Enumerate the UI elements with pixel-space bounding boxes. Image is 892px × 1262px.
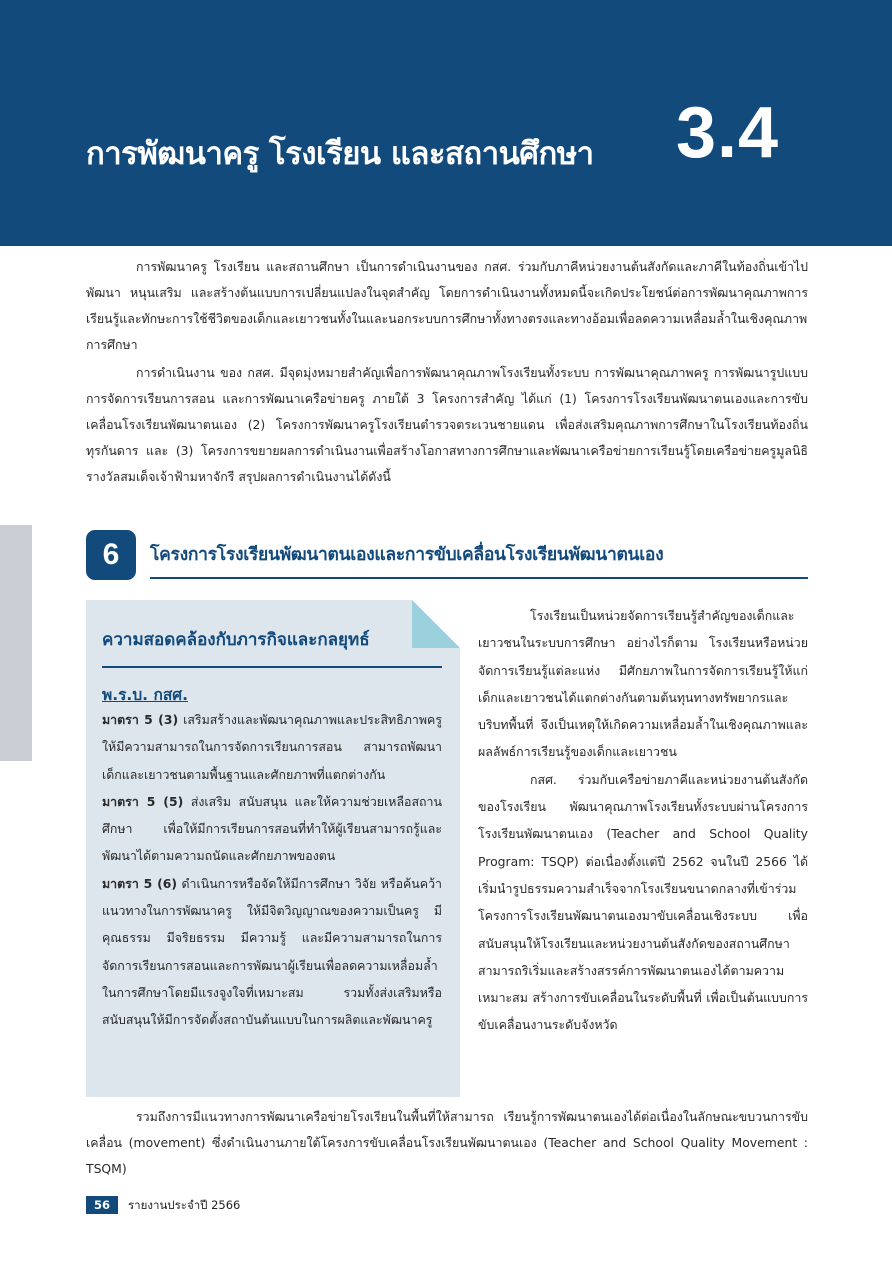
report-title: รายงานประจำปี 2566 — [128, 1198, 241, 1212]
law-item-text: เสริมสร้างและพัฒนาคุณภาพและประสิทธิภาพครูให้มีความสามารถในการจัดการเรียนการสอน สามารถพัฒนาเด็กและเยาวชนตามพื้นฐานและศักยภาพที่แตกต่างกัน — [102, 712, 442, 782]
law-item — [102, 788, 442, 870]
chapter-number: 3.4 — [676, 93, 780, 173]
box-body — [102, 706, 442, 1034]
section-number-badge: 6 — [86, 530, 136, 580]
box-corner-fold — [412, 600, 460, 648]
box-subheading: พ.ร.บ. กสศ. — [102, 686, 189, 704]
right-paragraph-2-text: กสศ. ร่วมกับเครือข่ายภาคีและหน่วยงานต้นสังกัดของโรงเรียน พัฒนาคุณภาพโรงเรียนทั้งระบบผ่านโครงการโรงเรียนพัฒนาตนเอง (Teacher and School Quality Program: TSQP) ต่อเนื่องตั้งแต่ปี 2562 จนในปี 2566 ได้เริ่มนำรูปธรรมความสำเร็จจากโรงเรียนขนาดกลางที่เข้าร่วมโครงการโรงเรียนพัฒนาตนเองมาขับเคลื่อนเชิงระบบ เพื่อสนับสนุนให้โรงเรียนและหน่วยงานต้นสังกัดของสถานศึกษาสามารถริเริ่มและสร้างสรรค์การพัฒนาตนเองได้ตามความเหมาะสม สร้างการขับเคลื่อนในระดับพื้นที่ เพื่อเป็นต้นแบบการขับเคลื่อนงานระดับจังหวัด — [478, 771, 808, 1033]
intro-paragraph-1 — [86, 254, 808, 358]
law-item-text: ส่งเสริม สนับสนุน และให้ความช่วยเหลือสถานศึกษา เพื่อให้มีการเรียนการสอนที่ทำให้ผู้เรียนสามารถรู้และพัฒนาได้ตามความถนัดและศักยภาพของตน — [102, 793, 442, 864]
right-column — [478, 602, 808, 1039]
closing-paragraph-text: รวมถึงการมีแนวทางการพัฒนาเครือข่ายโรงเรียนในพื้นที่ให้สามารถ เรียนรู้การพัฒนาตนเองได้ต่อเนื่องในลักษณะขบวนการขับเคลื่อน (movement) ซึ่งดำเนินงานภายใต้โครงการขับเคลื่อนโรงเรียนพัฒนาตนเอง (Teacher and School Quality Movement : TSQM) — [86, 1109, 808, 1176]
intro-paragraph-1-text: การพัฒนาครู โรงเรียน และสถานศึกษา เป็นการดำเนินงานของ กสศ. ร่วมกับภาคีหน่วยงานต้นสังกัดและภาคีในท้องถิ่นเข้าไปพัฒนา หนุนเสริม และสร้างต้นแบบการเปลี่ยนแปลงในจุดสำคัญ โดยการดำเนินงานทั้งหมดนี้จะเกิดประโยชน์ต่อการพัฒนาคุณภาพการเรียนรู้และทักษะการใช้ชีวิตของเด็กและเยาวชนทั้งในและนอกระบบการศึกษาทั้งทางตรงและทางอ้อมเพื่อลดความเหลื่อมล้ำในเชิงคุณภาพการศึกษา — [86, 259, 808, 352]
intro-paragraph-2 — [86, 360, 808, 490]
box-heading: ความสอดคล้องกับภารกิจและกลยุทธ์ — [102, 630, 370, 650]
page-number: 56 — [86, 1196, 118, 1214]
right-paragraph-1 — [478, 602, 808, 766]
right-paragraph-1-text: โรงเรียนเป็นหน่วยจัดการเรียนรู้สำคัญของเด็กและเยาวชนในระบบการศึกษา อย่างไรก็ตาม โรงเรียนหรือหน่วยจัดการเรียนรู้แต่ละแห่ง มีศักยภาพในการจัดการเรียนรู้ให้แก่เด็กและเยาวชนได้แตกต่างกันตามต้นทุนทางทรัพยากรและบริบทพื้นที่ จึงเป็นเหตุให้เกิดความเหลื่อมล้ำในเชิงคุณภาพและผลลัพธ์การเรียนรู้ของเด็กและเยาวชน — [478, 608, 808, 760]
section-title: โครงการโรงเรียนพัฒนาตนเองและการขับเคลื่อนโรงเรียนพัฒนาตนเอง — [150, 545, 664, 565]
intro-paragraph-2-text: การดำเนินงาน ของ กสศ. มีจุดมุ่งหมายสำคัญเพื่อการพัฒนาคุณภาพโรงเรียนทั้งระบบ การพัฒนาคุณภาพครู การพัฒนารูปแบบการจัดการเรียนการสอน และการพัฒนาเครือข่ายครู ภายใต้ 3 โครงการสำคัญ ได้แก่ (1) โครงการโรงเรียนพัฒนาตนเองและการขับเคลื่อนโรงเรียนพัฒนาตนเอง (2) โครงการพัฒนาครูโรงเรียนตำรวจตระเวนชายแดน เพื่อส่งเสริมคุณภาพการศึกษาในโรงเรียนท้องถิ่นทุรกันดาร และ (3) โครงการขยายผลการดำเนินงานเพื่อสร้างโอกาสทางการศึกษาและพัฒนาเครือข่ายการเรียนรู้โดยเครือข่ายครูมูลนิธิรางวัลสมเด็จเจ้าฟ้ามหาจักรี สรุปผลการดำเนินงานได้ดังนี้ — [86, 365, 808, 484]
law-item-label: มาตรา 5 (3) — [102, 712, 179, 727]
section-divider — [150, 577, 808, 579]
page-title: การพัฒนาครู โรงเรียน และสถานศึกษา — [86, 136, 594, 172]
law-item-label: มาตรา 5 (5) — [102, 793, 184, 809]
box-heading-divider — [102, 666, 442, 668]
law-item — [102, 870, 442, 1034]
law-item-text: ดำเนินการหรือจัดให้มีการศึกษา วิจัย หรือค้นคว้าแนวทางในการพัฒนาครู ให้มีจิตวิญญาณของความเป็นครู มีคุณธรรม มีจริยธรรม มีความรู้ และมีความสามารถในการจัดการเรียนการสอนและการพัฒนาผู้เรียนเพื่อลดความเหลื่อมล้ำในการศึกษาโดยมีแรงจูงใจที่เหมาะสม รวมทั้งส่งเสริมหรือสนับสนุนให้มีการจัดตั้งสถาบันต้นแบบในการผลิตและพัฒนาครู — [102, 875, 442, 1028]
side-tab-marker — [0, 525, 32, 761]
law-item — [102, 706, 442, 788]
right-paragraph-2 — [478, 766, 808, 1039]
closing-paragraph — [86, 1104, 808, 1182]
law-item-label: มาตรา 5 (6) — [102, 875, 178, 891]
